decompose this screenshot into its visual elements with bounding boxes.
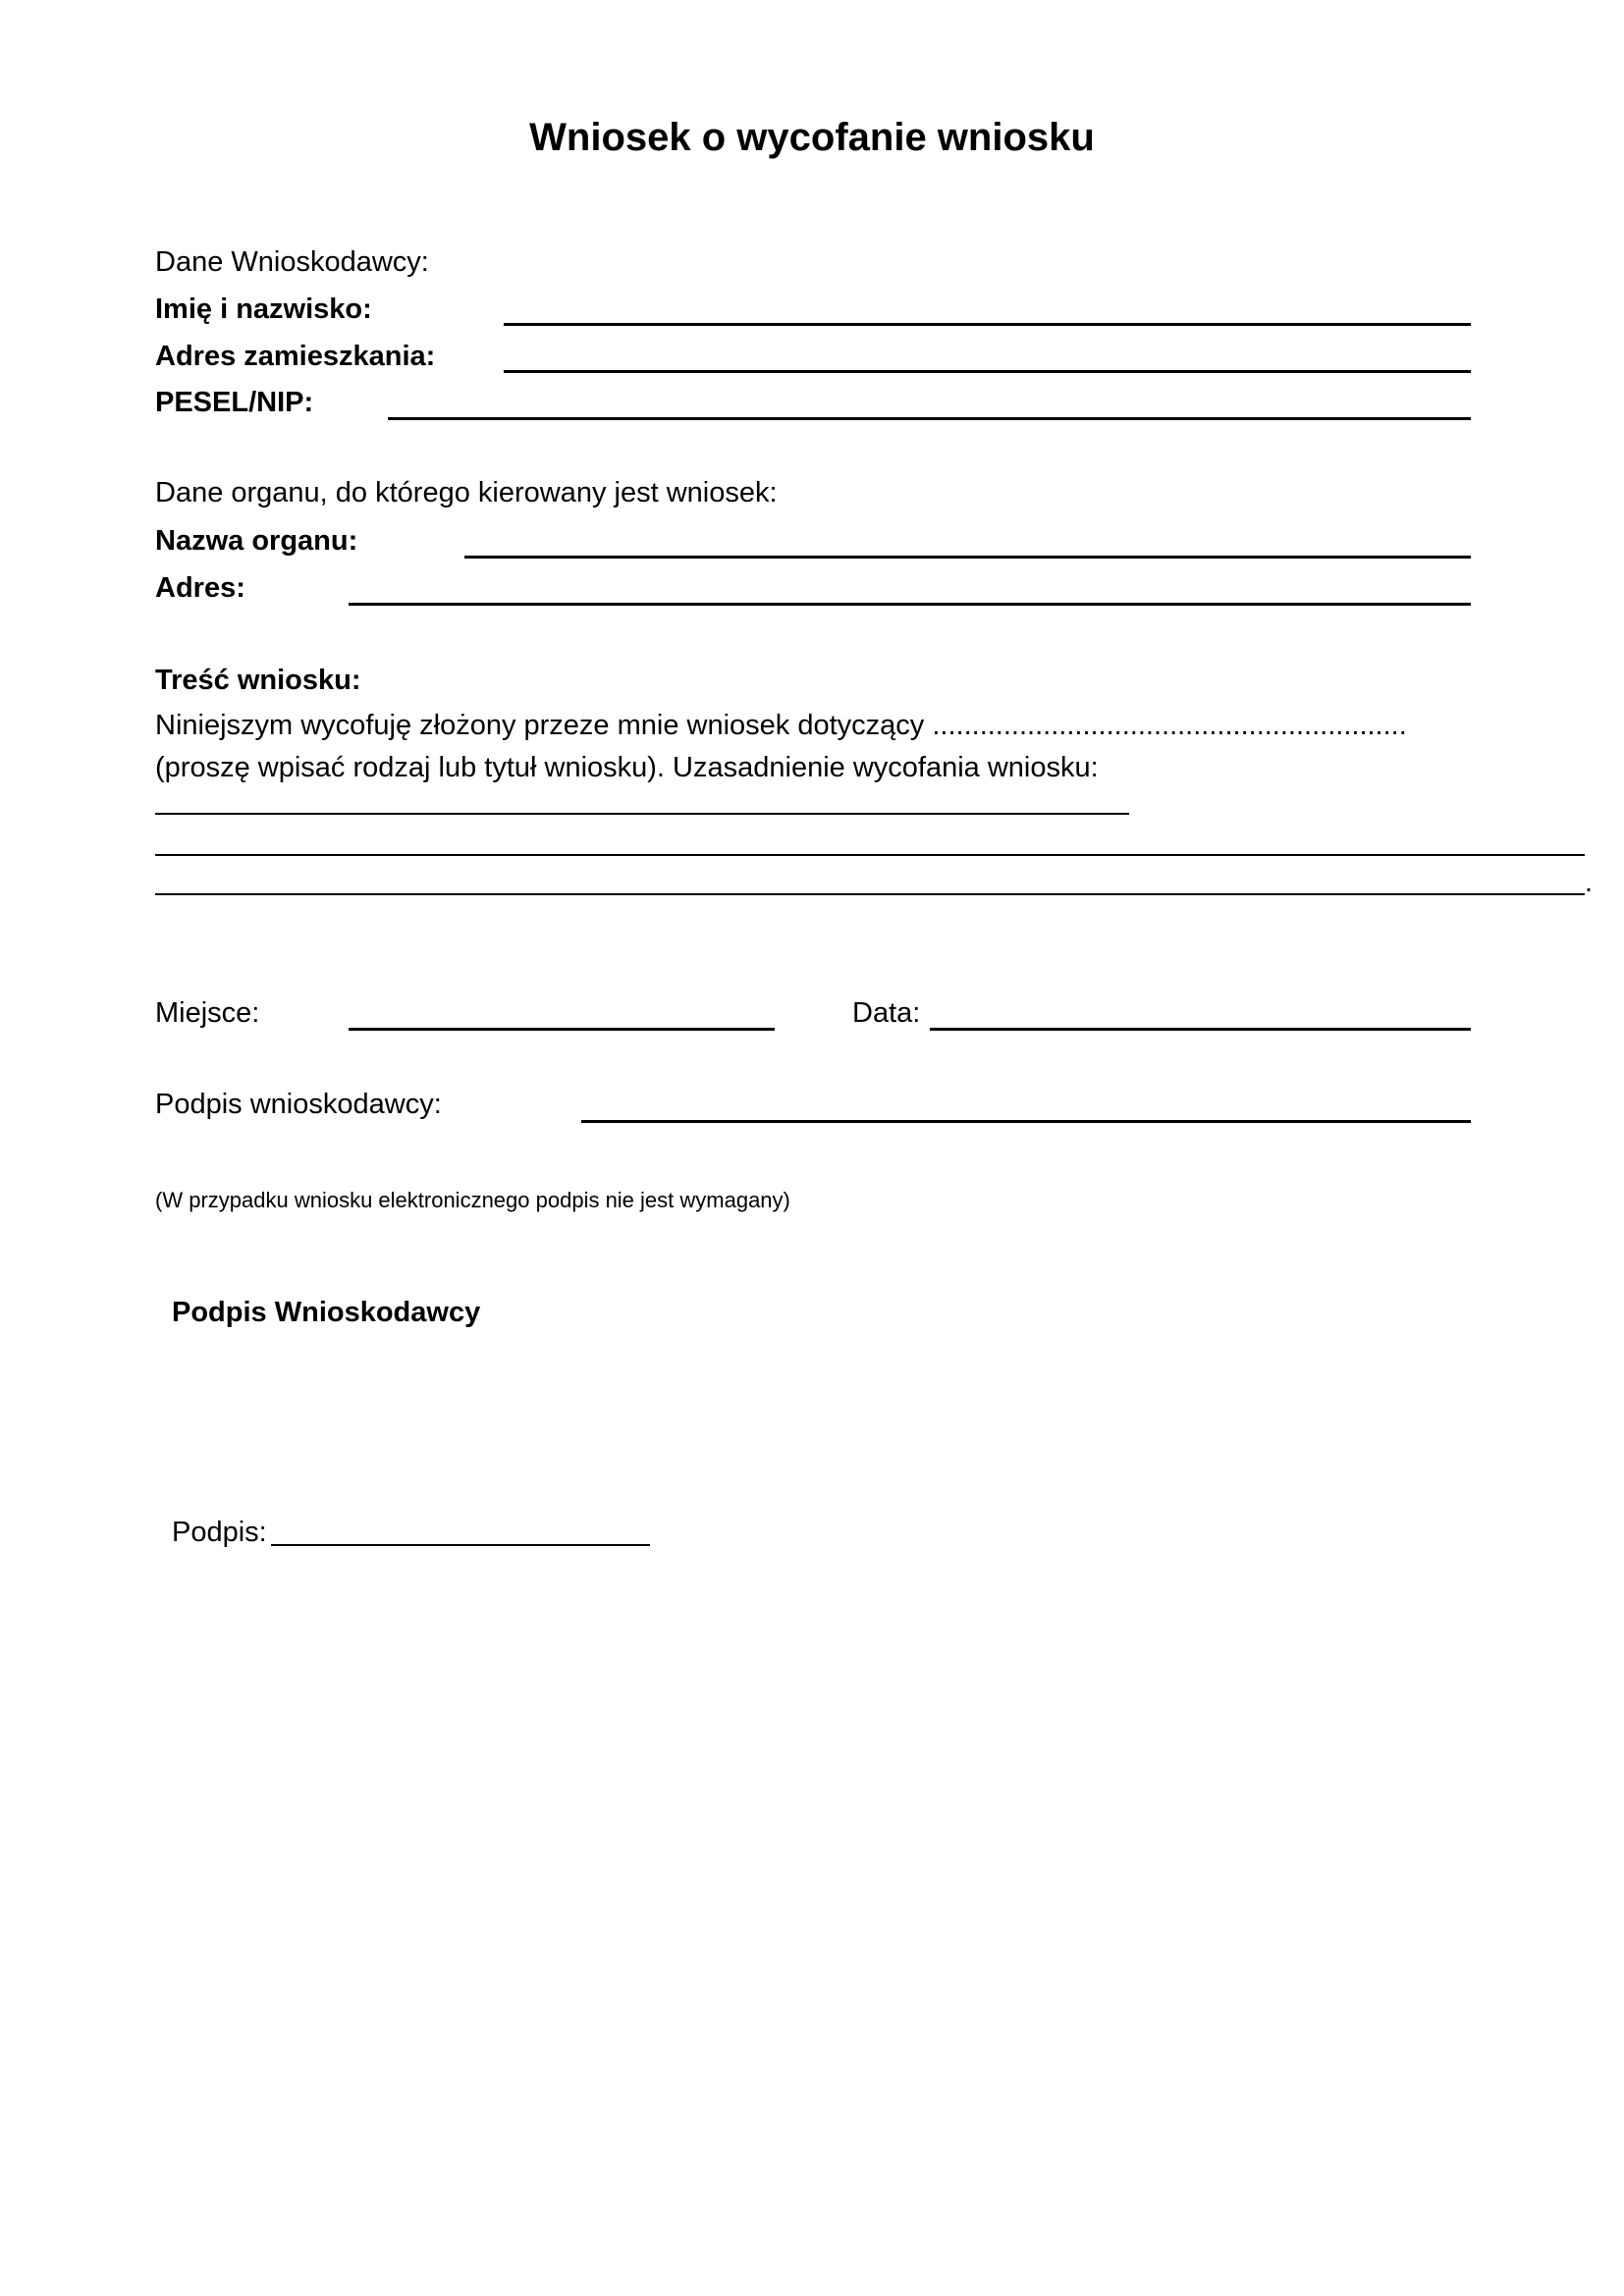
applicant-address-label: Adres zamieszkania: [155, 341, 436, 372]
applicant-name-field[interactable] [504, 323, 1471, 326]
place-field[interactable] [349, 1028, 775, 1031]
justification-line-1[interactable] [155, 813, 1129, 815]
place-label: Miejsce: [155, 997, 260, 1029]
date-label: Data: [852, 997, 921, 1029]
pesel-nip-label: PESEL/NIP: [155, 387, 314, 418]
justification-line-3[interactable] [155, 893, 1585, 895]
justification-end-dot: . [1585, 867, 1594, 898]
signature-block-heading: Podpis Wnioskodawcy [172, 1297, 481, 1328]
content-paragraph: Niniejszym wycofuję złożony przeze mnie wniosek dotyczący ............................................................ (proszę wpisać rodzaj lub tytuł wniosku). Uzasadnienie wycofania wniosku: [155, 710, 1407, 783]
document-title: Wniosek o wycofanie wniosku [529, 116, 1095, 159]
justification-line-2[interactable] [155, 854, 1585, 856]
applicant-address-field[interactable] [504, 370, 1471, 373]
pesel-nip-field[interactable] [388, 417, 1471, 420]
authority-address-field[interactable] [349, 603, 1471, 606]
applicant-heading: Dane Wnioskodawcy: [155, 246, 429, 278]
signature-field[interactable] [581, 1120, 1471, 1123]
authority-name-field[interactable] [464, 556, 1471, 559]
signature-note: (W przypadku wniosku elektronicznego podpis nie jest wymagany) [155, 1188, 790, 1212]
date-field[interactable] [930, 1028, 1471, 1031]
authority-address-label: Adres: [155, 572, 245, 604]
applicant-name-label: Imię i nazwisko: [155, 294, 372, 325]
authority-name-label: Nazwa organu: [155, 525, 358, 557]
authority-heading: Dane organu, do którego kierowany jest wniosek: [155, 477, 778, 508]
signature-label: Podpis wnioskodawcy: [155, 1089, 442, 1120]
sign-field[interactable] [271, 1544, 650, 1546]
content-heading: Treść wniosku: [155, 665, 361, 696]
sign-label: Podpis: [172, 1517, 267, 1548]
